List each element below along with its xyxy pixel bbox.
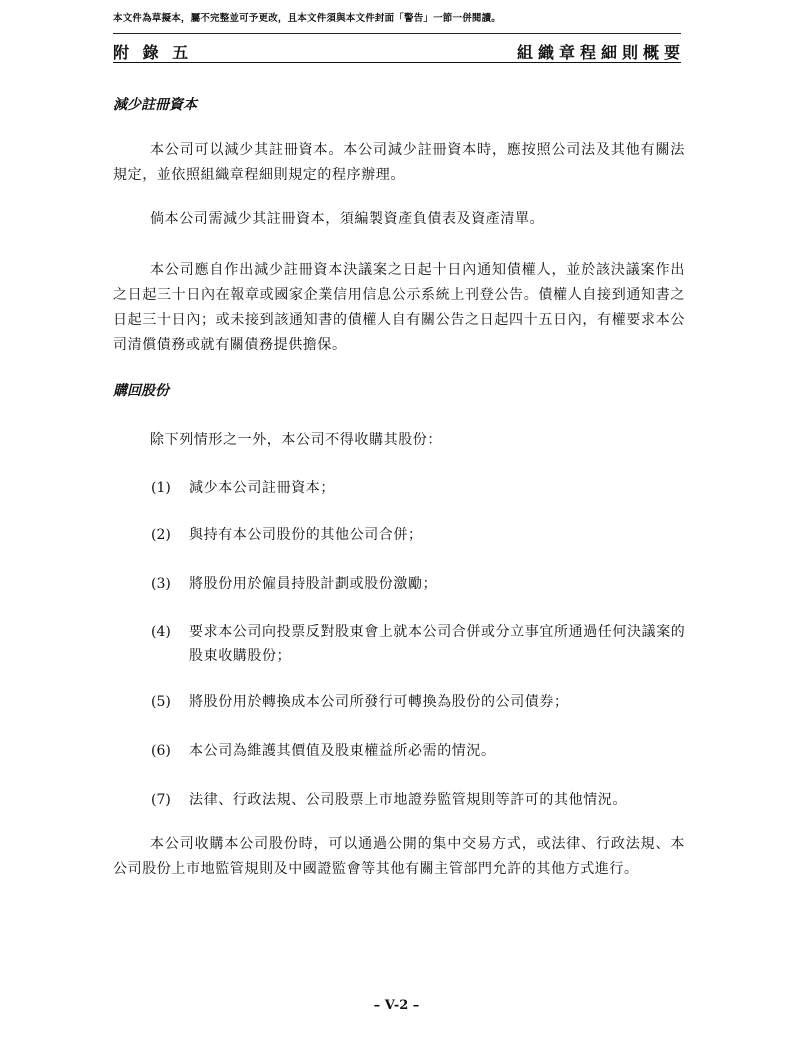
list-item-text: 減少本公司註冊資本； (189, 480, 335, 496)
list-item-number: (7) (151, 792, 171, 808)
list-item (151, 620, 686, 668)
draft-notice: 本文件為草擬本，屬不完整並可予更改，且本文件須與本文件封面「警告」一節一併閱讀。 (113, 13, 502, 24)
list-item-number: (4) (151, 624, 171, 640)
section-heading-repurchase: 購回股份 (113, 383, 169, 399)
list-item-number: (6) (151, 743, 171, 759)
list-item (151, 572, 686, 596)
section-heading-reduce-capital: 減少註冊資本 (113, 97, 197, 113)
paragraph: 本公司收購本公司股份時，可以通過公開的集中交易方式，或法律、行政法規、本公司股份上市地監管規則及中國證監會等其他有關主管部門允許的其他方式進行。 (113, 836, 685, 877)
paragraph: 本公司可以減少其註冊資本。本公司減少註冊資本時，應按照公司法及其他有關法規定，並依照組織章程細則規定的程序辦理。 (113, 142, 685, 183)
list-item-text: 法律、行政法規、公司股票上市地證券監管規則等許可的其他情況。 (189, 792, 627, 808)
list-item-text: 本公司為維護其價值及股東權益所必需的情況。 (189, 743, 496, 759)
repurchase-intro: 除下列情形之一外，本公司不得收購其股份： (150, 432, 442, 448)
list-item (151, 788, 686, 812)
appendix-label: 附 錄 五 (113, 43, 193, 62)
paragraph: 本公司應自作出減少註冊資本決議案之日起十日內通知債權人，並於該決議案作出之日起三十日內在報章或國家企業信用信息公示系統上刊登公告。債權人自接到通知書之日起三十日內；或未接到該通知書的債權人自有關公告之日起四十五日內，有權要求本公司清償債務或就有關債務提供擔保。 (113, 262, 685, 353)
list-item-text: 與持有本公司股份的其他公司合併； (189, 527, 423, 543)
list-item (151, 739, 686, 763)
list-item (151, 523, 686, 547)
header-bottom-rule (113, 62, 681, 63)
paragraph: 倘本公司需減少其註冊資本，須編製資產負債表及資產清單。 (150, 211, 545, 227)
header-top-rule (113, 33, 681, 34)
list-item (151, 476, 686, 500)
list-item-text: 要求本公司向投票反對股東會上就本公司合併或分立事宜所通過任何決議案的股東收購股份； (189, 624, 686, 664)
list-item (151, 690, 686, 714)
list-item-text: 將股份用於僱員持股計劃或股份激勵； (189, 576, 438, 592)
list-item-number: (3) (151, 576, 171, 592)
list-item-text: 將股份用於轉換成本公司所發行可轉換為股份的公司債券； (189, 694, 569, 710)
list-item-number: (5) (151, 694, 171, 710)
page-number: – V-2 – (373, 998, 420, 1013)
list-item-number: (1) (151, 480, 171, 496)
list-item-number: (2) (151, 527, 171, 543)
page-title: 組織章程細則概要 (516, 43, 685, 62)
